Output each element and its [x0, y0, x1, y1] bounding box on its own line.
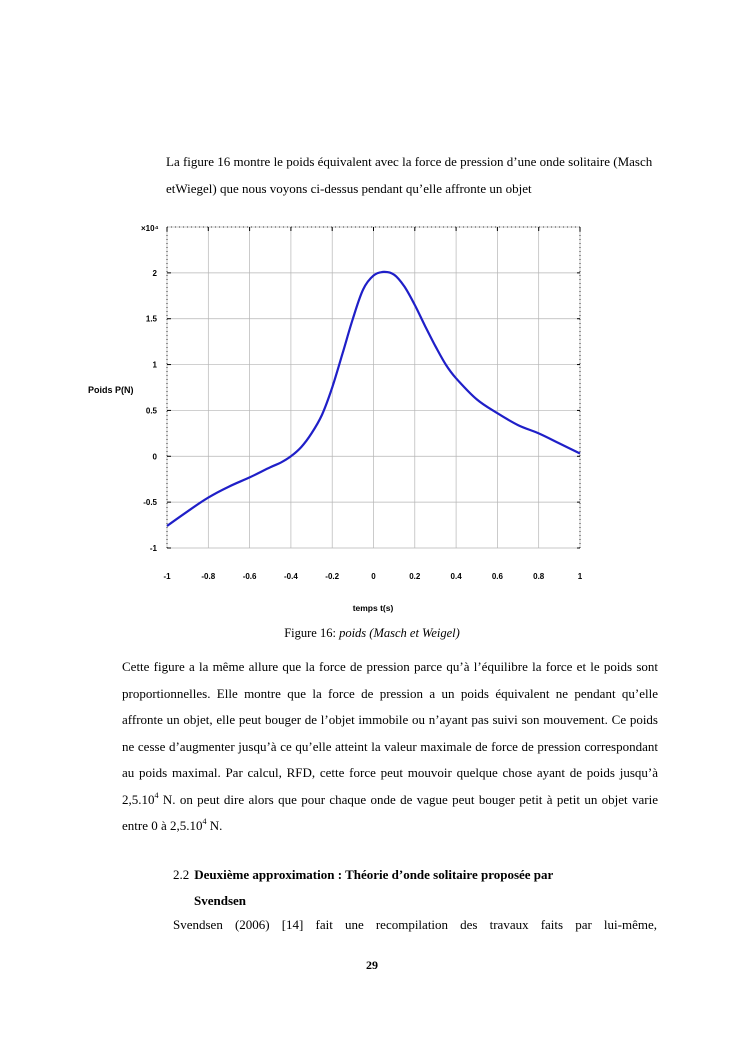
chart-ticks — [143, 227, 583, 581]
x-tick-label: -0.2 — [325, 572, 340, 581]
paragraph-exponent-1: 4 — [154, 790, 159, 800]
y-tick-label: 1.5 — [145, 314, 157, 324]
page-number: 29 — [366, 958, 378, 972]
caption-label: Figure 16: — [284, 626, 340, 640]
x-tick-label: 0.4 — [450, 572, 462, 581]
x-axis-label: temps t(s) — [352, 603, 394, 613]
paragraph-text-3: N. — [206, 818, 223, 833]
x-tick-label: -0.8 — [201, 572, 216, 581]
x-tick-label: 1 — [577, 572, 583, 581]
x-tick-label: 0 — [371, 572, 376, 581]
paragraph-text-1: Cette figure a la même allure que la force de pression parce qu’à l’équilibre la force et le poids sont proportionnelles. Elle montre que la force de pression a un poids équivalent ne pendant qu’elle affronte un objet, elle peut bouger de l’objet immobile ou n’ayant pas suivi son mouvement. Ce poids ne cesse d’augmenter jusqu’à ce qu’elle atteint la valeur maximale de force de pression correspondant au poids maximal. Par calcul, RFD, cette force peut mouvoir quelque chose ayant de poids jusqu’à 2,5.10 — [122, 659, 658, 807]
section-number: 2.2 — [173, 867, 190, 882]
y-tick-label: 2 — [152, 268, 157, 278]
y-tick-label: -0.5 — [143, 498, 157, 508]
x-tick-label: -1 — [163, 572, 171, 581]
section-first-line: Svendsen (2006) [14] fait une recompilation des travaux faits par lui-même, — [173, 917, 657, 932]
y-tick-label: 0.5 — [145, 406, 157, 416]
x-tick-label: 0.8 — [533, 572, 545, 581]
y-tick-label: -1 — [149, 544, 157, 553]
y-tick-label: 1 — [152, 360, 157, 370]
section-title-line2: Svendsen — [194, 893, 247, 908]
x-tick-label: 0.2 — [409, 572, 421, 581]
section-title-line1: Deuxième approximation : Théorie d’onde solitaire proposée par — [194, 867, 554, 882]
y-axis-label: Poids P(N) — [88, 385, 134, 395]
y-tick-label: 0 — [152, 452, 157, 462]
y-multiplier-label: ×10⁴ — [141, 224, 159, 233]
intro-paragraph: La figure 16 montre le poids équivalent avec la force de pression d’une onde solitaire (Masch etWiegel) que nous voyons ci-dessus pendant qu’elle affronte un objet — [166, 154, 653, 196]
x-tick-label: 0.6 — [491, 572, 503, 581]
x-tick-label: -0.6 — [242, 572, 257, 581]
paragraph-exponent-2: 4 — [202, 817, 207, 826]
x-tick-label: -0.4 — [284, 572, 298, 581]
caption-title: poids (Masch et Weigel) — [339, 626, 460, 640]
body-paragraph — [122, 654, 658, 840]
paragraph-text-2: N. on peut dire alors que pour chaque onde de vague peut bouger petit à petit un objet varie entre 0 à 2,5.10 — [122, 791, 658, 833]
figure-caption — [0, 626, 744, 641]
section-heading — [173, 862, 653, 914]
